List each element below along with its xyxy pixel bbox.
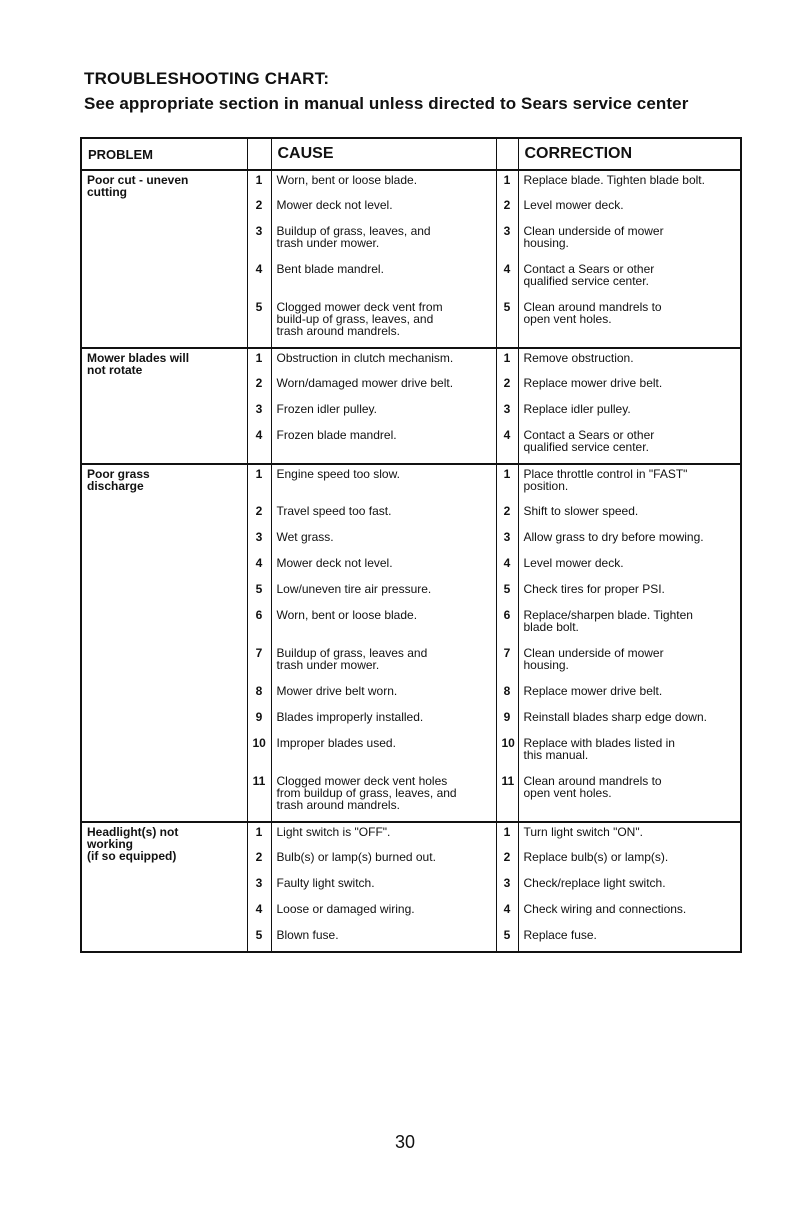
correction-cell: Replace blade. Tighten blade bolt.	[518, 170, 741, 196]
cause-cell: Mower deck not level.	[271, 554, 496, 580]
correction-cell: Place throttle control in "FAST" position.	[518, 464, 741, 502]
cause-number: 2	[247, 502, 271, 528]
cause-cell: Low/uneven tire air pressure.	[271, 580, 496, 606]
correction-number: 1	[496, 464, 518, 502]
problem-cell: Headlight(s) not working (if so equipped)	[81, 822, 247, 952]
cause-number: 5	[247, 298, 271, 348]
correction-cell: Check tires for proper PSI.	[523, 582, 665, 596]
cause-number: 8	[247, 682, 271, 708]
cause-cell: Worn, bent or loose blade.	[271, 170, 496, 196]
correction-cell: Replace idler pulley.	[523, 402, 631, 416]
cause-cell: Travel speed too fast.	[271, 502, 496, 528]
correction-number: 5	[496, 580, 518, 606]
correction-number: 2	[496, 848, 518, 874]
cause-cell: Loose or damaged wiring.	[271, 900, 496, 926]
correction-cell: Reinstall blades sharp edge down.	[523, 710, 707, 724]
cause-number: 5	[247, 580, 271, 606]
cause-number: 3	[247, 874, 271, 900]
correction-cell: Clean underside of mower housing.	[523, 646, 664, 672]
correction-number: 3	[496, 222, 518, 260]
correction-number: 2	[496, 196, 518, 222]
correction-cell: Replace bulb(s) or lamp(s).	[523, 850, 669, 864]
troubleshooting-table	[80, 137, 742, 953]
correction-cell: Clean around mandrels to open vent holes.	[523, 300, 662, 326]
correction-number: 3	[496, 874, 518, 900]
correction-number: 4	[496, 426, 518, 464]
correction-cell: Level mower deck.	[523, 556, 624, 570]
cause-number: 6	[247, 606, 271, 644]
correction-number: 2	[496, 502, 518, 528]
cause-cell: Blades improperly installed.	[271, 708, 496, 734]
cause-cell: Clogged mower deck vent from build-up of grass, leaves, and trash around mandrels.	[271, 298, 496, 348]
correction-cell: Allow grass to dry before mowing.	[523, 530, 704, 544]
correction-number: 7	[496, 644, 518, 682]
correction-header: CORRECTION	[518, 138, 741, 170]
cause-cell: Obstruction in clutch mechanism.	[271, 348, 496, 374]
cause-cell: Mower drive belt worn.	[271, 682, 496, 708]
cause-cell: Engine speed too slow.	[271, 464, 496, 502]
problem-cell: Poor grass discharge	[81, 464, 247, 822]
problem-cell: Mower blades will not rotate	[81, 348, 247, 464]
cause-number: 3	[247, 400, 271, 426]
correction-number: 1	[496, 822, 518, 848]
cause-cell: Improper blades used.	[271, 734, 496, 772]
cause-header: CAUSE	[271, 138, 496, 170]
correction-number: 1	[496, 348, 518, 374]
cause-cell: Light switch is "OFF".	[271, 822, 496, 848]
cause-cell: Worn/damaged mower drive belt.	[271, 374, 496, 400]
header-row	[81, 138, 741, 170]
cause-number-header	[247, 138, 271, 170]
cause-number: 1	[247, 464, 271, 502]
cause-number: 1	[247, 348, 271, 374]
correction-number: 6	[496, 606, 518, 644]
cause-number: 11	[247, 772, 271, 822]
correction-number: 11	[496, 772, 518, 822]
cause-cell: Wet grass.	[271, 528, 496, 554]
cause-number: 10	[247, 734, 271, 772]
correction-number: 8	[496, 682, 518, 708]
correction-cell: Check wiring and connections.	[523, 902, 687, 916]
correction-cell: Replace mower drive belt.	[523, 376, 663, 390]
correction-number: 10	[496, 734, 518, 772]
cause-cell: Blown fuse.	[271, 926, 496, 952]
correction-cell: Clean underside of mower housing.	[523, 224, 664, 250]
cause-cell: Bulb(s) or lamp(s) burned out.	[271, 848, 496, 874]
cause-cell: Buildup of grass, leaves, and trash under mower.	[271, 222, 496, 260]
cause-cell: Frozen blade mandrel.	[271, 426, 496, 464]
correction-number: 5	[496, 298, 518, 348]
correction-number: 3	[496, 400, 518, 426]
table-row	[81, 170, 741, 196]
cause-number: 3	[247, 528, 271, 554]
correction-cell: Replace mower drive belt.	[523, 684, 663, 698]
cause-number: 4	[247, 900, 271, 926]
cause-number: 1	[247, 170, 271, 196]
correction-cell: Clean around mandrels to open vent holes.	[523, 774, 662, 800]
cause-number: 3	[247, 222, 271, 260]
correction-number: 4	[496, 260, 518, 298]
cause-number: 2	[247, 374, 271, 400]
page-number: 30	[395, 1132, 416, 1152]
correction-number: 1	[496, 170, 518, 196]
table-row	[81, 464, 741, 502]
correction-cell: Check/replace light switch.	[523, 876, 666, 890]
cause-number: 2	[247, 848, 271, 874]
cause-cell: Buildup of grass, leaves and trash under mower.	[271, 644, 496, 682]
correction-cell: Replace with blades listed in this manual.	[523, 736, 675, 762]
cause-cell: Mower deck not level.	[271, 196, 496, 222]
cause-number: 2	[247, 196, 271, 222]
correction-cell: Shift to slower speed.	[523, 504, 639, 518]
cause-cell: Bent blade mandrel.	[271, 260, 496, 298]
correction-cell: Turn light switch "ON".	[518, 822, 741, 848]
table-row	[81, 822, 741, 848]
table-row	[81, 348, 741, 374]
cause-number: 4	[247, 426, 271, 464]
cause-number: 9	[247, 708, 271, 734]
correction-number: 3	[496, 528, 518, 554]
problem-header: PROBLEM	[81, 138, 247, 170]
correction-number: 4	[496, 554, 518, 580]
cause-cell: Clogged mower deck vent holes from buildup of grass, leaves, and trash around mandrels.	[271, 772, 496, 822]
cause-number: 4	[247, 260, 271, 298]
chart-title: TROUBLESHOOTING CHART:	[84, 69, 330, 88]
correction-number: 9	[496, 708, 518, 734]
cause-cell: Frozen idler pulley.	[271, 400, 496, 426]
correction-cell: Remove obstruction.	[518, 348, 741, 374]
correction-cell: Contact a Sears or other qualified service center.	[523, 262, 655, 288]
correction-number: 4	[496, 900, 518, 926]
cause-number: 1	[247, 822, 271, 848]
chart-subtitle: See appropriate section in manual unless directed to Sears service center	[84, 94, 689, 113]
cause-number: 5	[247, 926, 271, 952]
correction-cell: Level mower deck.	[523, 198, 624, 212]
correction-cell: Replace fuse.	[523, 928, 597, 942]
table-body	[81, 170, 741, 952]
cause-cell: Worn, bent or loose blade.	[271, 606, 496, 644]
correction-number: 2	[496, 374, 518, 400]
correction-number: 5	[496, 926, 518, 952]
cause-number: 7	[247, 644, 271, 682]
cause-number: 4	[247, 554, 271, 580]
correction-number-header	[496, 138, 518, 170]
cause-cell: Faulty light switch.	[271, 874, 496, 900]
correction-cell: Replace/sharpen blade. Tighten blade bolt.	[523, 608, 693, 634]
problem-cell: Poor cut - uneven cutting	[81, 170, 247, 348]
correction-cell: Contact a Sears or other qualified service center.	[523, 428, 655, 454]
